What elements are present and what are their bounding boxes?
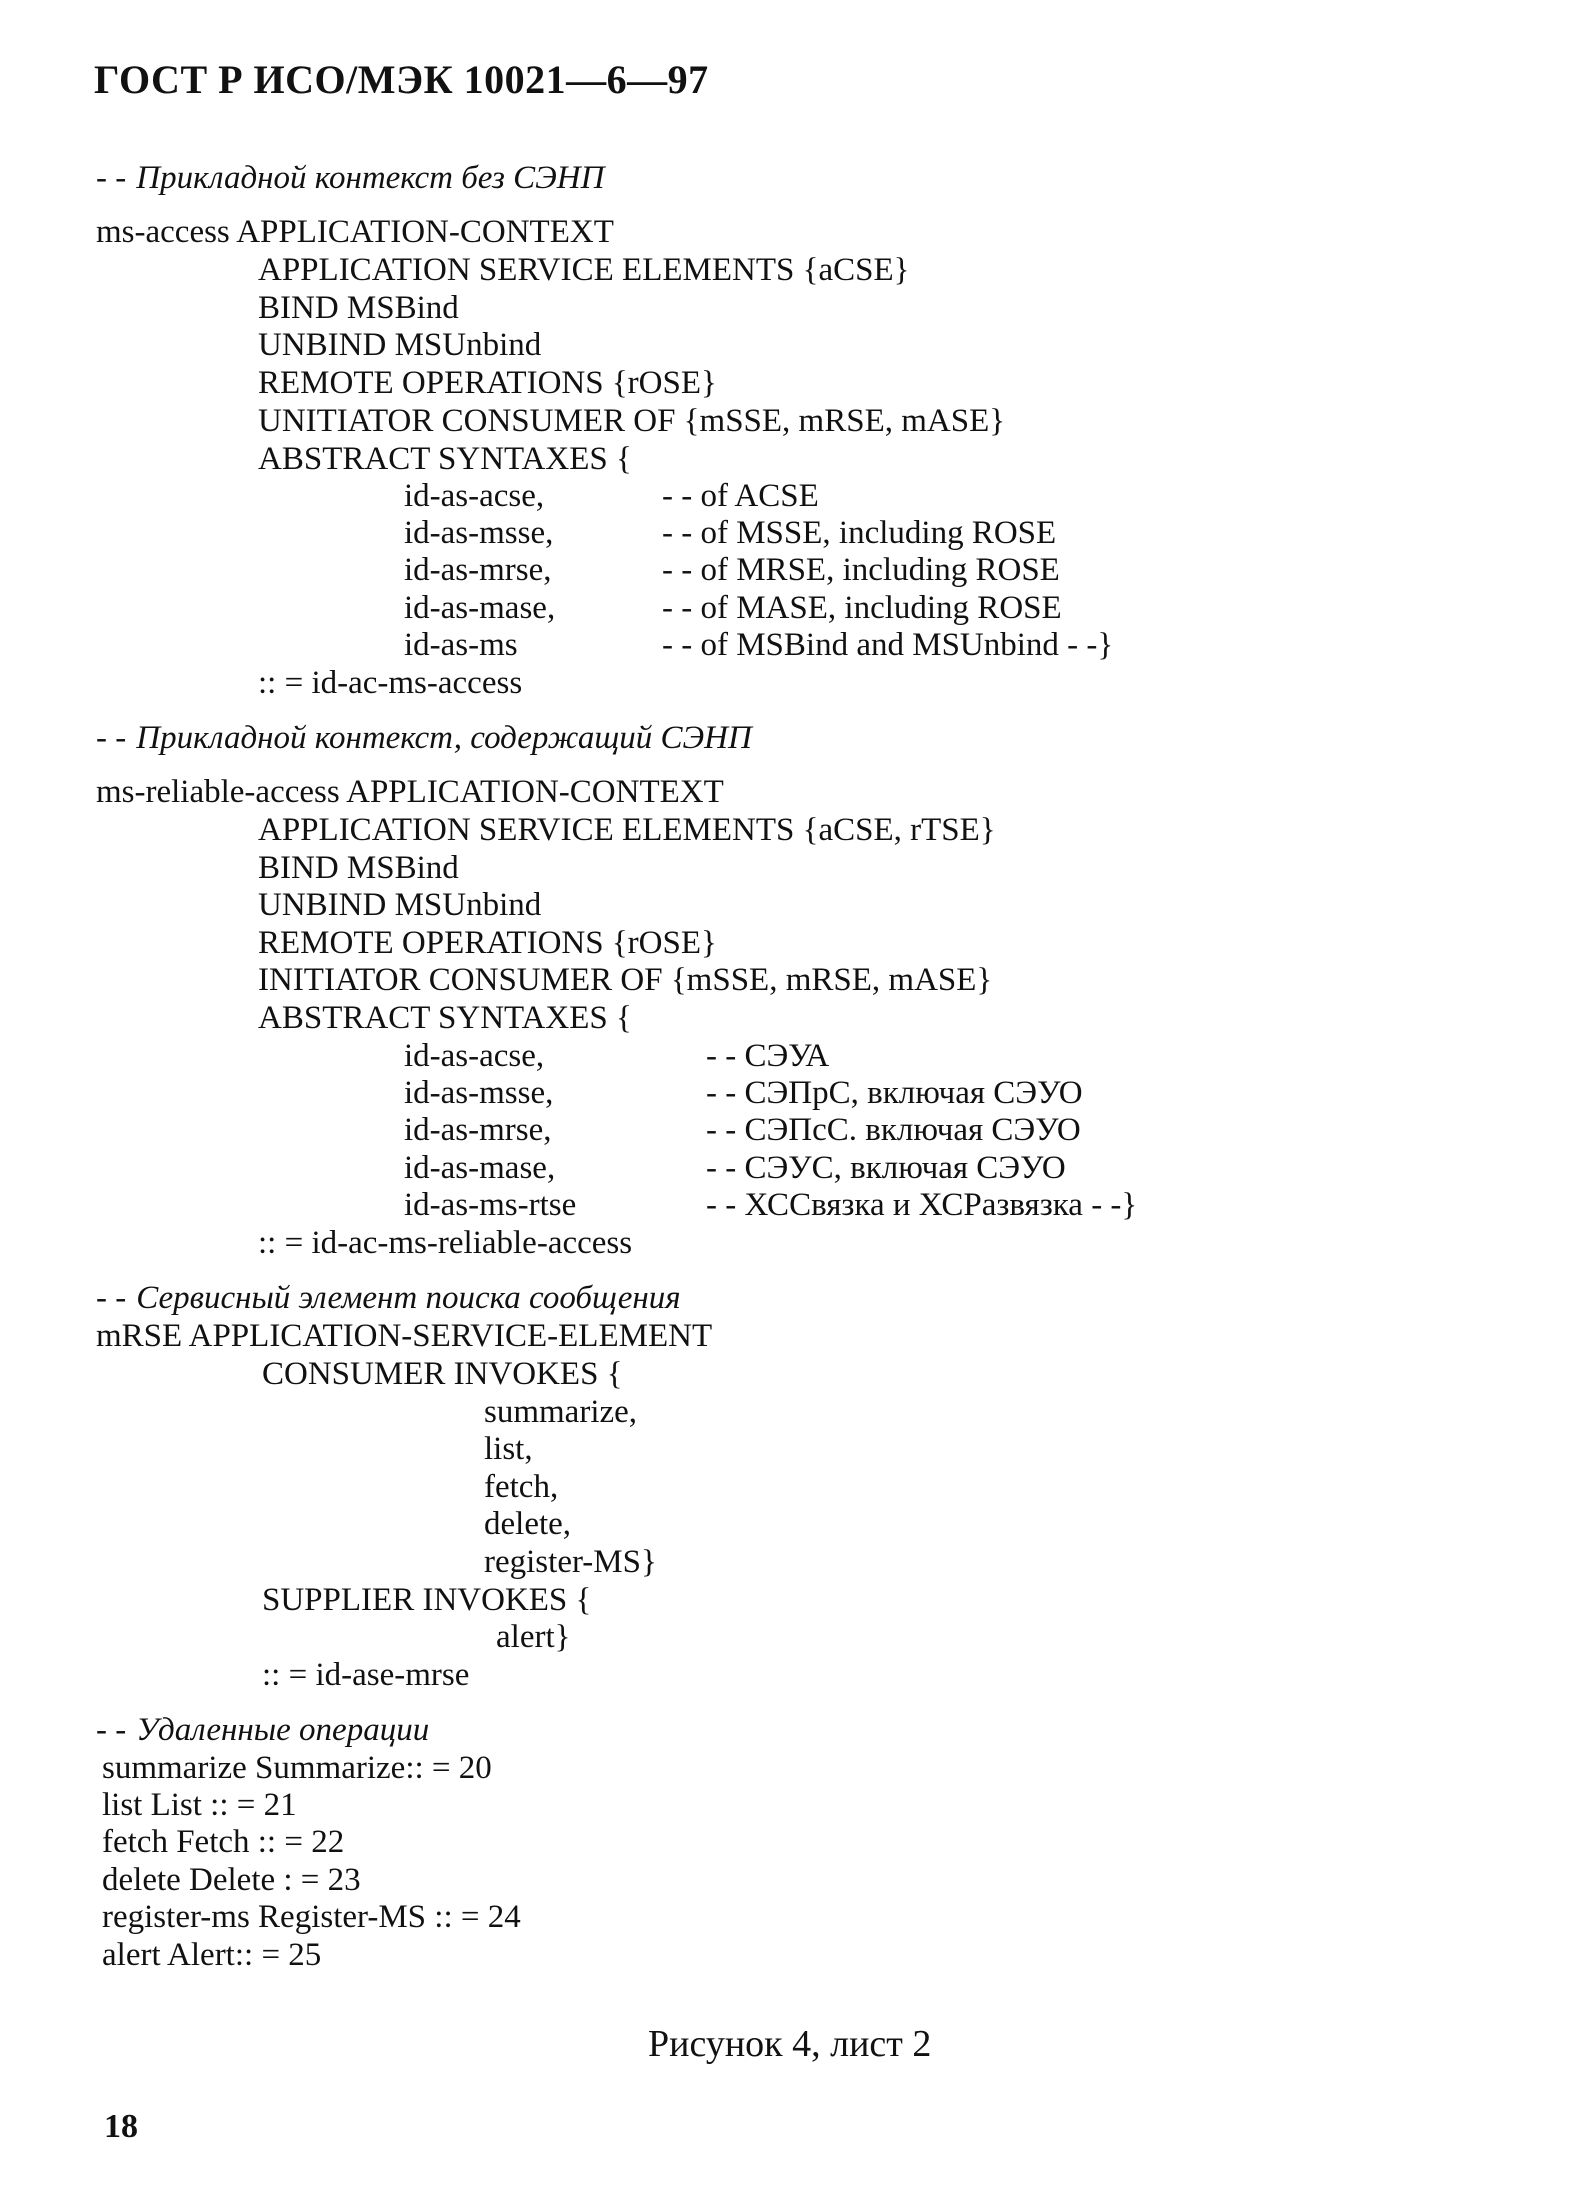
syntax-note: - - СЭПрС, включая СЭУО	[706, 1075, 1083, 1111]
syntax-note: - - of MSBind and MSUnbind - -}	[662, 627, 1114, 663]
invoke-item: alert}	[496, 1619, 571, 1655]
syntax-id: id-as-mrse,	[404, 552, 552, 588]
syntax-id: id-as-acse,	[404, 1038, 545, 1074]
syntax-id: id-as-mrse,	[404, 1112, 552, 1148]
code-line: :: = id-ac-ms-reliable-access	[258, 1225, 633, 1261]
code-line: ABSTRACT SYNTAXES {	[258, 441, 632, 477]
comment-text: Сервисный элемент поиска сообщения	[136, 1280, 681, 1316]
comment-text: Удаленные операции	[136, 1712, 430, 1748]
code-line: CONSUMER INVOKES {	[262, 1356, 623, 1392]
invoke-item: list,	[484, 1431, 533, 1467]
code-line: UNBIND MSUnbind	[258, 887, 542, 923]
page-number: 18	[104, 2108, 138, 2145]
syntax-note: - - СЭУА	[706, 1038, 830, 1074]
comment-text: Прикладной контекст без СЭНП	[136, 160, 605, 196]
syntax-id: id-as-ms-rtse	[404, 1187, 577, 1223]
document-header: ГОСТ Р ИСО/МЭК 10021—6—97	[94, 57, 709, 102]
code-line: INITIATOR CONSUMER OF {mSSE, mRSE, mASE}	[258, 962, 993, 998]
syntax-id: id-as-msse,	[404, 515, 554, 551]
code-line: UNBIND MSUnbind	[258, 327, 542, 363]
section-comment: - - Сервисный элемент поиска сообщения	[96, 1280, 681, 1316]
code-line: BIND MSBind	[258, 850, 459, 886]
code-line: UNITIATOR CONSUMER OF {mSSE, mRSE, mASE}	[258, 403, 1006, 439]
syntax-id: id-as-acse,	[404, 478, 545, 514]
code-line: alert Alert:: = 25	[102, 1937, 322, 1973]
code-line: delete Delete : = 23	[102, 1862, 361, 1898]
syntax-id: id-as-ms	[404, 627, 518, 663]
syntax-note: - - of MSSE, including ROSE	[662, 515, 1057, 551]
code-line: register-ms Register-MS :: = 24	[102, 1899, 521, 1935]
syntax-note: - - СЭУС, включая СЭУО	[706, 1150, 1066, 1186]
syntax-note: - - СЭПсС. включая СЭУО	[706, 1112, 1081, 1148]
syntax-note: - - ХССвязка и ХСРазвязка - -}	[706, 1187, 1138, 1223]
syntax-id: id-as-msse,	[404, 1075, 554, 1111]
syntax-note: - - of ACSE	[662, 478, 819, 514]
syntax-note: - - of MASE, including ROSE	[662, 590, 1062, 626]
invoke-item: fetch,	[484, 1469, 559, 1505]
section-comment: - - Прикладной контекст без СЭНП	[96, 160, 605, 196]
code-line: BIND MSBind	[258, 290, 459, 326]
code-line: REMOTE OPERATIONS {rOSE}	[258, 365, 717, 401]
code-line: fetch Fetch :: = 22	[102, 1824, 345, 1860]
syntax-note: - - of MRSE, including ROSE	[662, 552, 1060, 588]
code-line: REMOTE OPERATIONS {rOSE}	[258, 925, 717, 961]
comment-text: Прикладной контекст, содержащий СЭНП	[136, 720, 752, 756]
syntax-id: id-as-mase,	[404, 1150, 556, 1186]
section-comment: - - Удаленные операции	[96, 1712, 430, 1748]
code-line: ms-access APPLICATION-CONTEXT	[96, 214, 614, 250]
code-line: list List :: = 21	[102, 1787, 297, 1823]
invoke-item: delete,	[484, 1506, 572, 1542]
code-line: :: = id-ac-ms-access	[258, 665, 523, 701]
invoke-item: register-MS}	[484, 1544, 657, 1580]
figure-caption: Рисунок 4, лист 2	[648, 2023, 932, 2065]
section-comment: - - Прикладной контекст, содержащий СЭНП	[96, 720, 752, 756]
code-line: ABSTRACT SYNTAXES {	[258, 1000, 632, 1036]
code-line: APPLICATION SERVICE ELEMENTS {aCSE}	[258, 252, 910, 288]
invoke-item: summarize,	[484, 1394, 638, 1430]
syntax-id: id-as-mase,	[404, 590, 556, 626]
code-line: SUPPLIER INVOKES {	[262, 1582, 592, 1618]
code-line: :: = id-ase-mrse	[262, 1657, 470, 1693]
code-line: ms-reliable-access APPLICATION-CONTEXT	[96, 774, 724, 810]
code-line: APPLICATION SERVICE ELEMENTS {aCSE, rTSE}	[258, 812, 996, 848]
code-line: mRSE APPLICATION-SERVICE-ELEMENT	[96, 1318, 713, 1354]
code-line: summarize Summarize:: = 20	[102, 1750, 492, 1786]
